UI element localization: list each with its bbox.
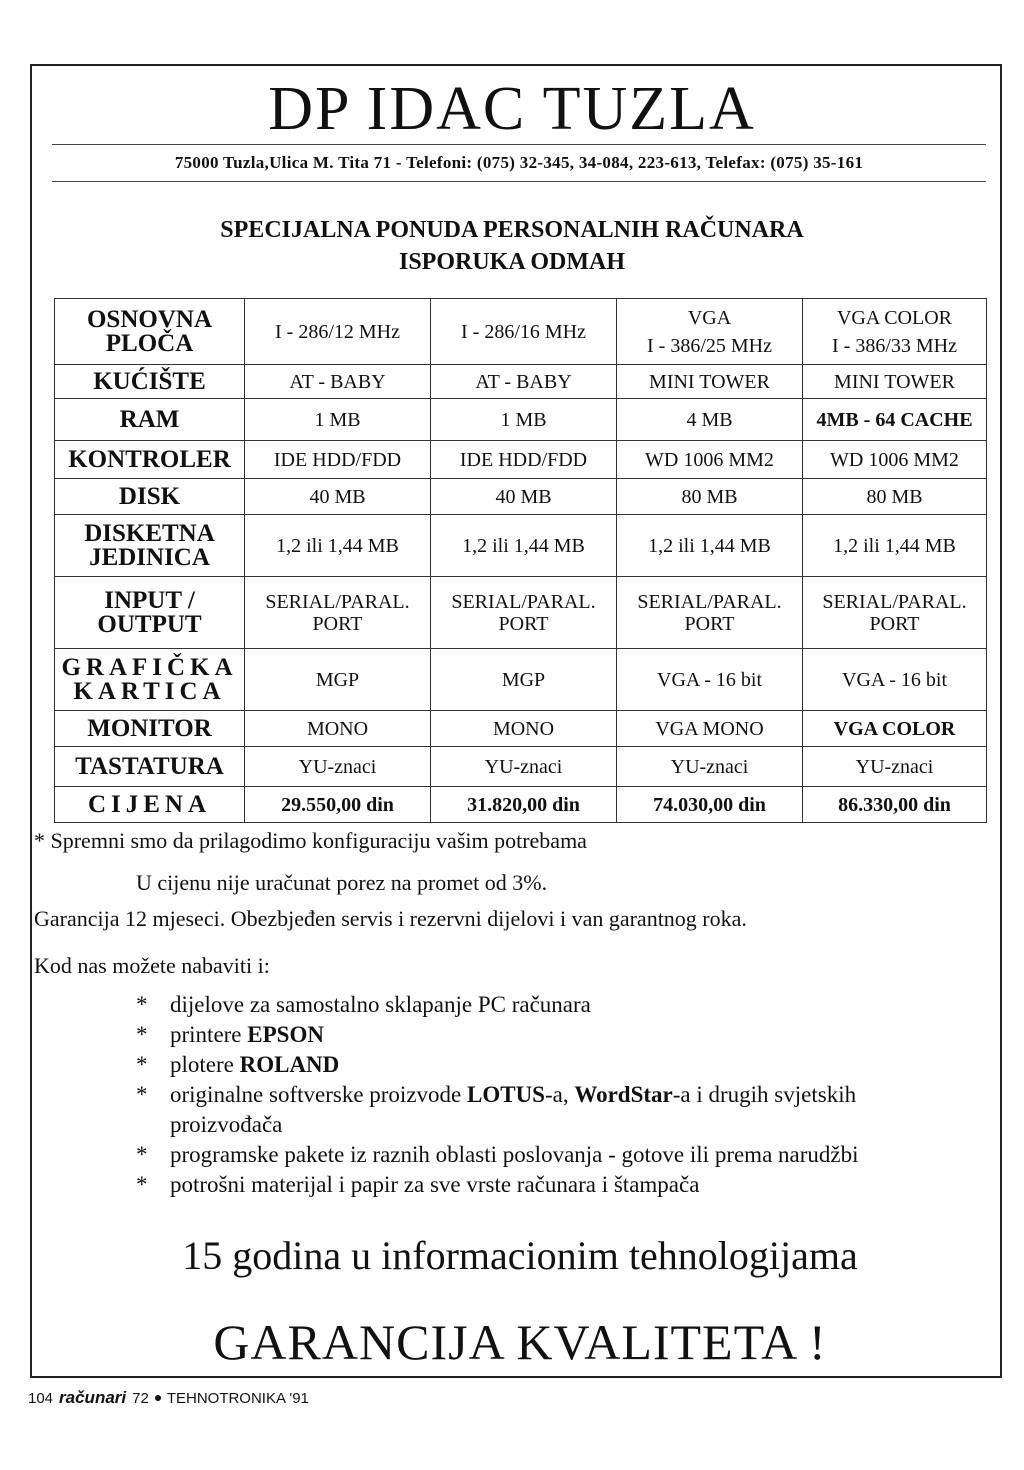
list-item	[132, 1140, 972, 1170]
row-label-line: KARTICA	[73, 677, 226, 705]
page-footer	[28, 1388, 309, 1408]
row-label-line: JEDINICA	[89, 543, 210, 571]
list-item-text: -a,	[544, 1082, 575, 1107]
row-label	[55, 399, 245, 441]
table-cell-line: WD 1006 MM2	[645, 448, 774, 471]
asterisk-icon: *	[136, 1022, 148, 1047]
note-tax: U cijenu nije uračunat porez na promet od 3%.	[136, 870, 548, 895]
table-cell-line: AT - BABY	[475, 370, 572, 393]
row-label-line: CIJENA	[87, 790, 212, 818]
table-cell-line: VGA	[687, 306, 732, 329]
list-item	[132, 1080, 972, 1140]
row-label	[55, 441, 245, 479]
table-cell-line: 31.820,00 din	[467, 793, 580, 816]
table-cell	[617, 787, 803, 823]
table-cell	[803, 747, 987, 787]
slogan-years: 15 godina u informacionim tehnologijama	[182, 1233, 858, 1278]
table-cell	[431, 747, 617, 787]
table-cell	[617, 479, 803, 515]
table-cell-line: AT - BABY	[289, 370, 386, 393]
table-cell-line: VGA COLOR	[836, 306, 952, 329]
table-cell-line: MINI TOWER	[834, 370, 955, 393]
asterisk-icon: *	[136, 1142, 148, 1167]
table-cell-line: 40 MB	[309, 485, 366, 508]
table-cell-line: I - 386/33 MHz	[832, 334, 957, 357]
table-cell-line: I - 286/16 MHz	[461, 320, 586, 343]
table-cell	[803, 787, 987, 823]
table-cell-line: 1 MB	[314, 408, 361, 431]
table-cell-line: SERIAL/PARAL.	[451, 590, 596, 613]
slogan-quality: GARANCIJA KVALITETA !	[213, 1314, 827, 1370]
magazine-logo: računari	[59, 1388, 127, 1407]
row-label-line: GRAFIČKA	[61, 653, 238, 681]
table-cell-line: 1 MB	[500, 408, 547, 431]
table-cell	[431, 515, 617, 577]
product-list	[132, 990, 972, 1200]
table-cell-line: SERIAL/PARAL.	[265, 590, 410, 613]
table-cell-line: 86.330,00 din	[838, 793, 951, 816]
table-cell	[245, 441, 431, 479]
table-row	[55, 479, 987, 515]
table-cell-line: 4 MB	[686, 408, 733, 431]
table-cell	[617, 515, 803, 577]
table-cell-line: YU-znaci	[298, 755, 377, 778]
table-cell-line: YU-znaci	[670, 755, 749, 778]
table-cell-line: 80 MB	[681, 485, 738, 508]
table-cell	[431, 365, 617, 399]
row-label-line: DISKETNA	[84, 519, 215, 547]
table-row	[55, 441, 987, 479]
table-cell-line: PORT	[684, 612, 735, 635]
table-cell	[431, 479, 617, 515]
asterisk-icon: *	[136, 1082, 148, 1107]
table-cell	[617, 649, 803, 711]
table-row	[55, 711, 987, 747]
list-item	[132, 1170, 972, 1200]
table-cell-line: 74.030,00 din	[653, 793, 766, 816]
table-cell	[803, 441, 987, 479]
row-label	[55, 365, 245, 399]
row-label	[55, 747, 245, 787]
list-item-text: dijelove za samostalno sklapanje PC računara	[170, 992, 591, 1017]
row-label	[55, 711, 245, 747]
row-label	[55, 515, 245, 577]
table-cell-line: PORT	[312, 612, 363, 635]
table-cell-line: I - 386/25 MHz	[647, 334, 772, 357]
table-cell	[245, 711, 431, 747]
row-label	[55, 787, 245, 823]
table-cell	[803, 711, 987, 747]
table-cell	[245, 787, 431, 823]
table-cell	[431, 577, 617, 649]
table-cell-line: 40 MB	[495, 485, 552, 508]
table-cell-line: 1,2 ili 1,44 MB	[648, 534, 771, 557]
row-label	[55, 649, 245, 711]
list-item-text: printere	[170, 1022, 248, 1047]
note-available: Kod nas možete nabaviti i:	[34, 953, 270, 978]
row-label	[55, 577, 245, 649]
table-cell-line: VGA MONO	[655, 717, 764, 740]
table-cell-line: IDE HDD/FDD	[273, 448, 402, 471]
table-cell-line: I - 286/12 MHz	[275, 320, 400, 343]
table-cell	[245, 365, 431, 399]
list-item	[132, 990, 972, 1020]
table-cell	[431, 399, 617, 441]
table-cell-line: MINI TOWER	[649, 370, 770, 393]
table-cell	[245, 399, 431, 441]
table-cell-line: 1,2 ili 1,44 MB	[833, 534, 956, 557]
page-number: 104	[28, 1389, 54, 1407]
table-cell-line: IDE HDD/FDD	[459, 448, 588, 471]
table-cell	[803, 299, 987, 365]
offer-line-1: SPECIJALNA PONUDA PERSONALNIH RAČUNARA	[220, 217, 804, 243]
list-item-text: potrošni materijal i papir za sve vrste računara i štampača	[170, 1172, 700, 1197]
contact-line: 75000 Tuzla,Ulica M. Tita 71 - Telefoni: (075) 32-345, 34-084, 223-613, Telefax: (075) 35-161	[52, 144, 986, 182]
list-item	[132, 1050, 972, 1080]
table-cell-line: PORT	[498, 612, 549, 635]
list-item	[132, 1020, 972, 1050]
table-cell	[617, 711, 803, 747]
table-row	[55, 515, 987, 577]
table-cell	[803, 365, 987, 399]
table-cell	[245, 747, 431, 787]
table-row	[55, 299, 987, 365]
issue-number: 72	[132, 1389, 149, 1407]
table-cell	[431, 441, 617, 479]
bullet-dot-icon	[155, 1395, 161, 1401]
table-cell	[431, 787, 617, 823]
row-label-line: PLOČA	[105, 329, 194, 357]
row-label-line: RAM	[119, 405, 180, 433]
offer-heading	[0, 214, 1024, 278]
table-cell	[803, 649, 987, 711]
table-cell	[245, 515, 431, 577]
table-cell-line: 4MB - 64 CACHE	[816, 408, 973, 431]
edition-name: TEHNOTRONIKA '91	[166, 1389, 309, 1407]
table-cell	[617, 441, 803, 479]
list-item-text: LOTUS	[467, 1082, 545, 1107]
table-cell-line: 80 MB	[866, 485, 923, 508]
table-cell-line: WD 1006 MM2	[830, 448, 959, 471]
list-item-text: EPSON	[247, 1022, 324, 1047]
table-cell	[245, 649, 431, 711]
list-item-text: ROLAND	[239, 1052, 340, 1077]
table-cell-line: MGP	[315, 668, 360, 691]
company-name: DP IDAC TUZLA	[268, 75, 756, 143]
row-label-line: KONTROLER	[68, 445, 231, 473]
asterisk-icon: *	[136, 992, 148, 1017]
table-cell	[803, 577, 987, 649]
row-label-line: OUTPUT	[97, 610, 202, 638]
table-cell	[431, 299, 617, 365]
table-row	[55, 787, 987, 823]
table-cell-line: SERIAL/PARAL.	[822, 590, 967, 613]
offer-line-2: ISPORUKA ODMAH	[398, 249, 625, 275]
row-label	[55, 299, 245, 365]
table-cell	[803, 399, 987, 441]
table-cell	[617, 365, 803, 399]
list-item-text: programske pakete iz raznih oblasti poslovanja - gotove ili prema narudžbi	[170, 1142, 859, 1167]
note-warranty: Garancija 12 mjeseci. Obezbjeđen servis i rezervni dijelovi i van garantnog roka.	[34, 906, 747, 931]
table-cell-line: MGP	[501, 668, 546, 691]
table-row	[55, 399, 987, 441]
list-item-text: plotere	[170, 1052, 240, 1077]
row-label-line: OSNOVNA	[86, 305, 212, 333]
row-label-line: DISK	[118, 482, 181, 510]
list-item-text: WordStar	[574, 1082, 673, 1107]
row-label-line: INPUT /	[104, 586, 195, 614]
table-cell-line: PORT	[869, 612, 920, 635]
table-row	[55, 365, 987, 399]
table-cell-line: 1,2 ili 1,44 MB	[276, 534, 399, 557]
table-cell-line: VGA COLOR	[833, 717, 956, 740]
table-cell	[245, 299, 431, 365]
table-cell-line: 29.550,00 din	[281, 793, 394, 816]
table-cell	[245, 479, 431, 515]
table-cell-line: VGA - 16 bit	[657, 668, 762, 691]
table-cell-line: SERIAL/PARAL.	[637, 590, 782, 613]
table-cell	[803, 515, 987, 577]
table-cell	[431, 711, 617, 747]
table-cell-line: YU-znaci	[484, 755, 563, 778]
asterisk-icon: *	[136, 1052, 148, 1077]
table-cell	[617, 577, 803, 649]
table-cell	[617, 399, 803, 441]
table-cell-line: YU-znaci	[855, 755, 934, 778]
table-row	[55, 577, 987, 649]
table-row	[55, 747, 987, 787]
asterisk-icon: *	[136, 1172, 148, 1197]
note-custom-config: * Spremni smo da prilagodimo konfiguraciju vašim potrebama	[34, 828, 587, 853]
table-cell-line: 1,2 ili 1,44 MB	[462, 534, 585, 557]
table-cell	[617, 299, 803, 365]
table-row	[55, 649, 987, 711]
table-cell-line: MONO	[306, 717, 369, 740]
row-label-line: KUĆIŠTE	[93, 367, 206, 395]
table-cell	[245, 577, 431, 649]
table-cell-line: VGA - 16 bit	[842, 668, 947, 691]
list-item-text: -a i drugih svjetskih proizvođača	[170, 1082, 857, 1137]
table-cell-line: MONO	[492, 717, 555, 740]
list-item-text: originalne softverske proizvode	[170, 1082, 467, 1107]
row-label	[55, 479, 245, 515]
row-label-line: TASTATURA	[75, 752, 224, 780]
row-label-line: MONITOR	[87, 714, 212, 742]
table-cell	[803, 479, 987, 515]
table-cell	[431, 649, 617, 711]
table-cell	[617, 747, 803, 787]
spec-table	[54, 298, 987, 823]
